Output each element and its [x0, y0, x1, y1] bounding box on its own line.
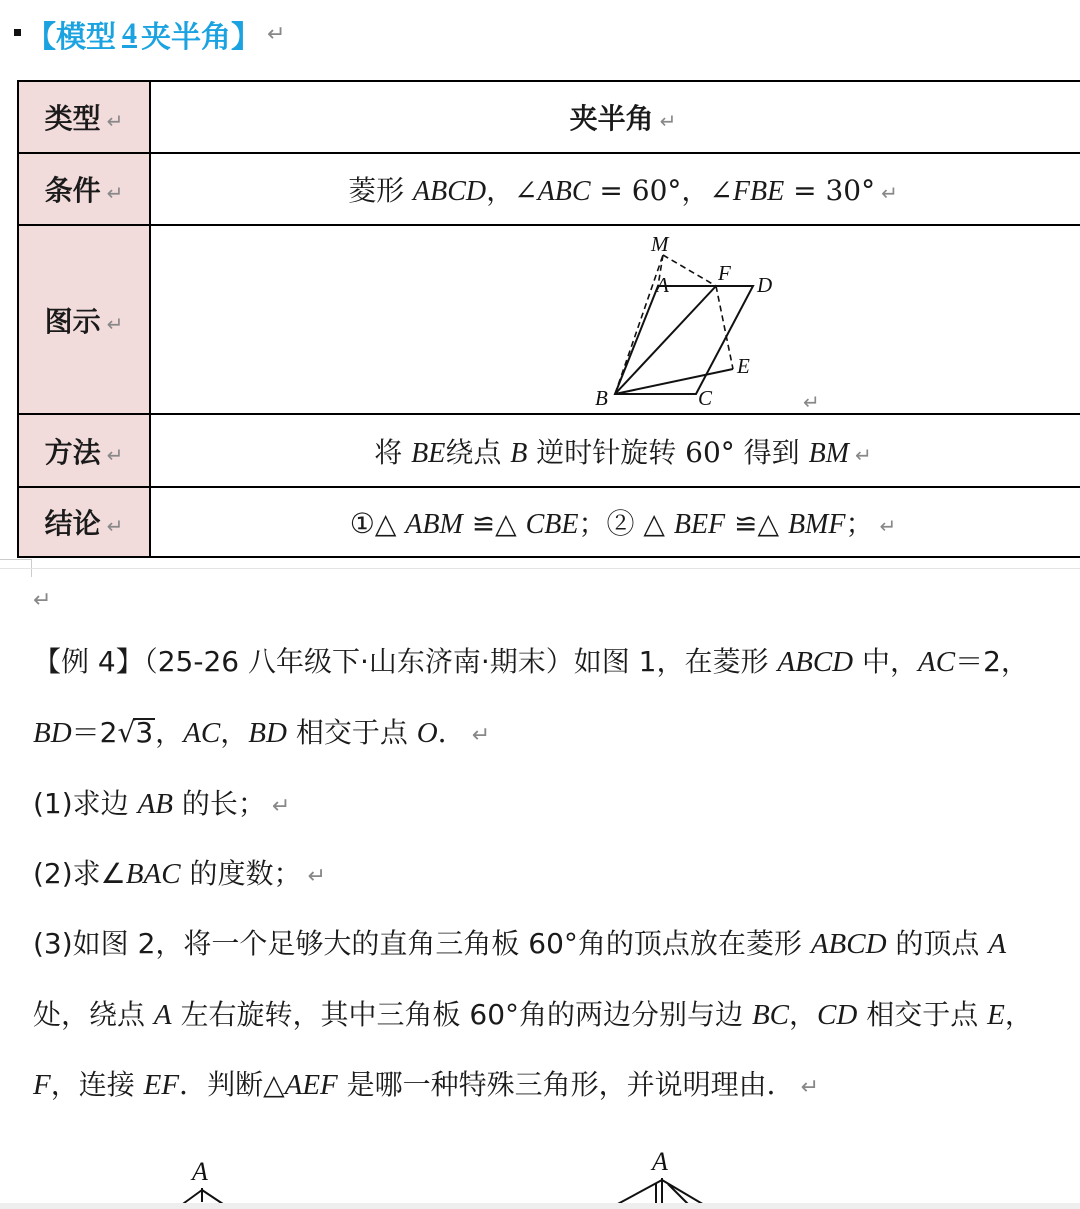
math-run: AC	[183, 717, 221, 749]
rhombus-figure	[343, 227, 903, 412]
math-run: ABCD	[810, 928, 887, 960]
return-mark-icon: ↵	[659, 109, 677, 133]
text-run: ；	[845, 507, 874, 540]
math-run: AEF	[284, 1069, 338, 1101]
rhombus-abcd	[615, 286, 753, 394]
label-cell	[18, 225, 150, 414]
label-cell	[18, 81, 150, 153]
label-b: B	[595, 386, 608, 410]
label-conclusion: 结论	[44, 507, 101, 540]
math-run: BD	[248, 717, 287, 749]
value-method	[150, 414, 1080, 487]
math-run: E	[987, 999, 1005, 1031]
math-run: B	[510, 437, 528, 469]
text-run: ．	[437, 716, 466, 749]
math-run: CD	[817, 999, 858, 1031]
text-run: ．判断△	[179, 1068, 285, 1101]
value-type: 夹半角	[569, 102, 654, 135]
text-run: ，连接	[50, 1068, 144, 1101]
text-run: ；② △	[578, 507, 674, 540]
return-mark-icon: ↵	[471, 723, 491, 748]
text-run: 的顶点	[886, 927, 989, 960]
text-run: ≌△	[462, 507, 526, 540]
text-run: 相交于点	[857, 998, 988, 1031]
label-method: 方法	[44, 435, 101, 469]
figure-cell	[150, 225, 1080, 414]
example-line-5	[33, 924, 1006, 964]
value-conclusion	[150, 487, 1080, 557]
example-line-3	[33, 784, 290, 827]
bottom-figures	[0, 1140, 1080, 1209]
text-run: 是哪一种特殊三角形，并说明理由．	[337, 1068, 795, 1101]
text-run: ，	[155, 716, 184, 749]
label-a: A	[656, 273, 669, 297]
label-condition: 条件	[44, 174, 101, 207]
text-run: ，	[1004, 998, 1033, 1031]
bullet-icon	[14, 29, 21, 36]
example-line-6	[33, 995, 1033, 1035]
label-f: F	[718, 261, 731, 285]
heading-number: 4	[122, 17, 137, 50]
text-run: 左右旋转，其中三角板 60°角的两边分别与边	[171, 998, 752, 1031]
heading-title: 夹半角	[141, 20, 231, 55]
text-run: ，	[789, 998, 818, 1031]
math-run: CBE	[525, 509, 579, 540]
line-mf	[663, 255, 716, 286]
text-run: (3)如图 2，将一个足够大的直角三角板 60°角的顶点放在菱形	[33, 927, 811, 960]
text-run: 绕点	[445, 435, 511, 469]
text-run: 中，	[853, 645, 919, 678]
math-run: BEF	[673, 509, 726, 540]
divider	[0, 568, 1080, 569]
label-m: M	[651, 232, 669, 256]
label-figure: 图示	[44, 304, 101, 338]
text-run: 处，绕点	[33, 998, 154, 1031]
return-mark-icon: ↵	[855, 442, 872, 467]
math-run: F	[33, 1069, 51, 1101]
section-heading	[14, 14, 285, 54]
return-mark-icon: ↵	[267, 21, 286, 47]
label-cell	[18, 414, 150, 487]
text-run: (1)求边	[33, 787, 138, 820]
text-run: 逆时针旋转 60° 得到	[527, 435, 809, 469]
table-row-method	[18, 414, 1080, 487]
return-mark-icon: ↵	[881, 181, 898, 205]
text-run: = 60°，∠	[590, 174, 733, 207]
math-run: ABM	[405, 509, 463, 540]
return-mark-icon: ↵	[106, 514, 124, 538]
line-be	[615, 369, 733, 394]
math-run: AC	[918, 646, 956, 678]
text-run: 相交于点	[286, 716, 417, 749]
return-mark-icon: ↵	[307, 864, 326, 889]
example-line-7	[33, 1065, 819, 1108]
math-run: BD	[33, 717, 72, 749]
text-run: ≌△	[725, 507, 788, 540]
text-run: 的度数；	[180, 857, 302, 890]
figure1-label-a: A	[192, 1157, 208, 1186]
label-e: E	[737, 354, 750, 378]
example-line-2	[33, 713, 490, 756]
math-run: AB	[137, 788, 174, 820]
return-mark-icon: ↵	[879, 514, 897, 538]
return-mark-icon: ↵	[106, 181, 124, 205]
math-run: BM	[808, 437, 850, 469]
return-mark-icon: ↵	[33, 588, 52, 613]
return-mark-icon: ↵	[800, 1075, 820, 1100]
text-run: ，∠	[486, 174, 538, 207]
return-mark-icon: ↵	[271, 794, 291, 819]
math-run: ABCD	[413, 176, 487, 207]
table-row-condition	[18, 153, 1080, 225]
text-run: 【例 4】（25-26 八年级下·山东济南·期末）如图 1，在菱形	[33, 645, 778, 678]
label-type: 类型	[44, 102, 101, 135]
line-bf	[615, 286, 716, 394]
example-line-1	[33, 642, 1029, 682]
sqrt-radicand: 3	[135, 716, 154, 749]
value-cell	[150, 81, 1080, 153]
figure2-top	[614, 1178, 706, 1206]
label-d: D	[757, 273, 773, 297]
table-row-type	[18, 81, 1080, 153]
math-run: A	[988, 928, 1007, 960]
figure2-label-a: A	[652, 1147, 668, 1176]
text-run: ＝2	[71, 716, 118, 749]
text-run: 的长；	[173, 787, 266, 820]
math-run: BMF	[787, 509, 846, 540]
text-run: (2)求∠	[33, 857, 126, 890]
return-mark-icon: ↵	[106, 442, 124, 467]
math-run: BC	[751, 999, 790, 1031]
math-run: BAC	[125, 858, 181, 890]
text-run: 菱形	[348, 174, 414, 207]
math-run: A	[153, 999, 172, 1031]
math-run: ABC	[537, 176, 591, 207]
value-condition	[150, 153, 1080, 225]
text-run: ，	[220, 716, 249, 749]
math-run: FBE	[732, 176, 785, 207]
math-run: EF	[143, 1069, 180, 1101]
text-run: ①△	[349, 507, 406, 540]
text-run: = 30°	[784, 174, 876, 207]
label-c: C	[698, 386, 713, 410]
label-cell	[18, 153, 150, 225]
text-run: ＝2，	[955, 645, 1029, 678]
page-footer-strip	[0, 1203, 1080, 1209]
return-mark-icon: ↵	[106, 311, 124, 336]
return-mark-icon: ↵	[106, 109, 124, 133]
label-cell	[18, 487, 150, 557]
math-run: O	[416, 717, 438, 749]
heading-close: 】	[231, 20, 261, 55]
heading-open: 【模型	[26, 20, 116, 55]
return-mark-icon: ↵	[803, 390, 820, 412]
text-run: 将	[374, 435, 412, 469]
table-row-conclusion	[18, 487, 1080, 557]
example-line-4	[33, 854, 326, 897]
math-run: ABCD	[777, 646, 854, 678]
model-table	[17, 80, 1080, 558]
sqrt-icon: √	[117, 716, 136, 749]
table-row-figure	[18, 225, 1080, 414]
math-run: BE	[411, 437, 446, 469]
